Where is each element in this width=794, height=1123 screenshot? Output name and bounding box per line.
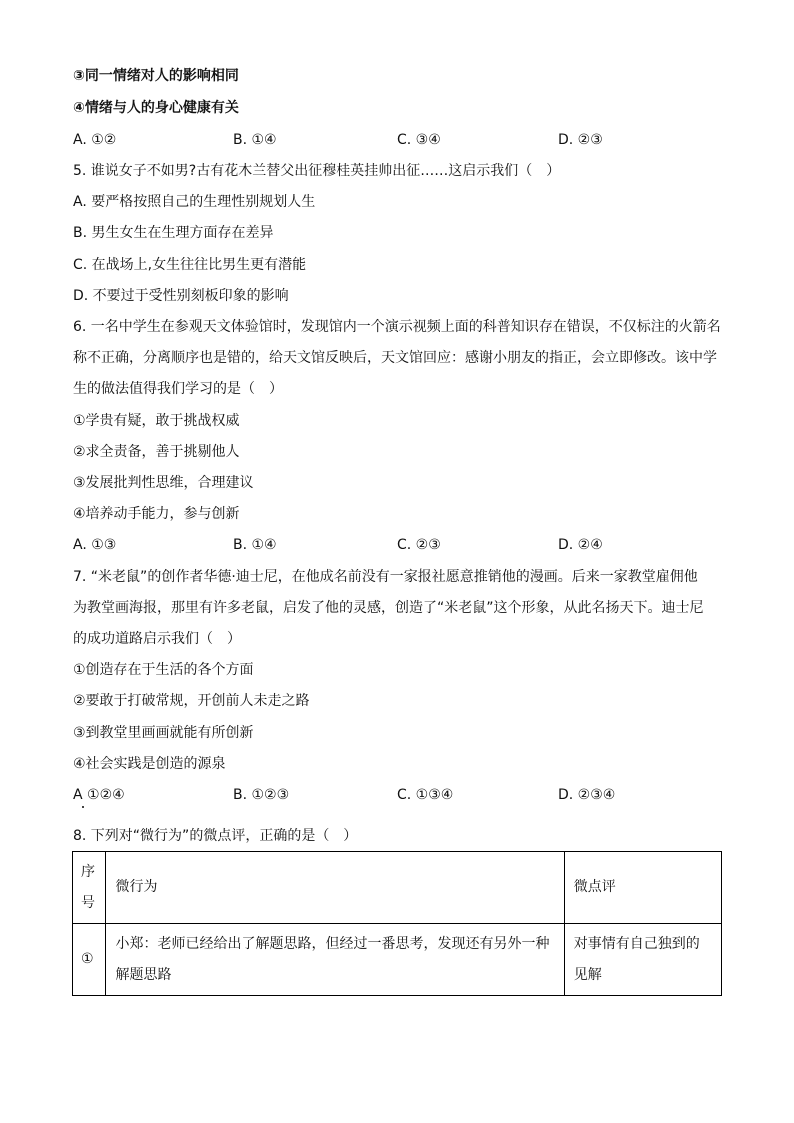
q6-statement-1: ①学贵有疑，敢于挑战权威 [73, 413, 240, 429]
q7-option-d: D. ②③④ [558, 787, 616, 803]
row-behavior: 小郑：老师已经给出了解题思路，但经过一番思考，发现还有另外一种解题思路 [106, 924, 564, 996]
q6-statement-2: ②求全责备，善于挑剔他人 [73, 444, 240, 460]
q5-stem: 5. 谁说女子不如男?古有花木兰替父出征穆桂英挂帅出征……这启示我们（ ） [73, 163, 561, 179]
q5-choice-c: C. 在战场上,女生往往比男生更有潜能 [73, 257, 307, 273]
q7-stem-line-2: 为教堂画海报，那里有许多老鼠，启发了他的灵感，创造了“米老鼠”这个形象，从此名扬天下。迪士尼 [73, 600, 704, 616]
row-number: ① [73, 924, 106, 996]
q6-option-c: C. ②③ [397, 537, 441, 553]
q5-choice-d: D. 不要过于受性别刻板印象的影响 [73, 288, 289, 304]
q7-statement-3: ③到教堂里画画就能有所创新 [73, 725, 254, 741]
micro-behavior-table [72, 851, 722, 996]
q4-option-b: B. ①④ [233, 132, 277, 148]
q7-option-a: A ①②④ [73, 787, 125, 803]
header-comment: 微点评 [564, 852, 721, 924]
q7-option-b: B. ①②③ [233, 787, 290, 803]
q7-option-c: C. ①③④ [397, 787, 454, 803]
q4-statement-3: ③同一情绪对人的影响相同 [73, 68, 239, 84]
stray-dot [82, 806, 84, 808]
q6-statement-4: ④培养动手能力，参与创新 [73, 506, 240, 522]
q5-choice-a: A. 要严格按照自己的生理性别规划人生 [73, 194, 316, 210]
q6-stem-line-2: 称不正确，分离顺序也是错的，给天文馆反映后，天文馆回应：感谢小朋友的指正，会立即修改。该中学 [73, 350, 717, 366]
header-number: 序号 [73, 852, 106, 924]
q6-option-b: B. ①④ [233, 537, 277, 553]
header-behavior: 微行为 [106, 852, 564, 924]
q7-statement-2: ②要敢于打破常规，开创前人未走之路 [73, 693, 310, 709]
table-header-row [73, 852, 722, 924]
table-row [73, 924, 722, 996]
q6-option-a: A. ①③ [73, 537, 117, 553]
q5-choice-b: B. 男生女生在生理方面存在差异 [73, 225, 274, 241]
q4-statement-4: ④情绪与人的身心健康有关 [73, 100, 239, 116]
q8-stem: 8. 下列对“微行为”的微点评，正确的是（ ） [73, 828, 358, 844]
q7-stem-line-1: 7. “米老鼠”的创作者华德·迪士尼，在他成名前没有一家报社愿意推销他的漫画。后来一家教堂雇佣他 [73, 569, 698, 585]
q4-option-d: D. ②③ [558, 132, 603, 148]
q4-option-c: C. ③④ [397, 132, 441, 148]
q6-statement-3: ③发展批判性思维，合理建议 [73, 475, 254, 491]
q6-option-d: D. ②④ [558, 537, 603, 553]
q4-option-a: A. ①② [73, 132, 117, 148]
row-comment: 对事情有自己独到的见解 [564, 924, 721, 996]
q7-statement-1: ①创造存在于生活的各个方面 [73, 662, 254, 678]
q7-statement-4: ④社会实践是创造的源泉 [73, 756, 226, 772]
q7-stem-line-3: 的成功道路启示我们（ ） [73, 631, 241, 647]
q6-stem-line-1: 6. 一名中学生在参观天文体验馆时，发现馆内一个演示视频上面的科普知识存在错误，不仅标注的火箭名 [73, 319, 721, 335]
q6-stem-line-3: 生的做法值得我们学习的是（ ） [73, 381, 283, 397]
